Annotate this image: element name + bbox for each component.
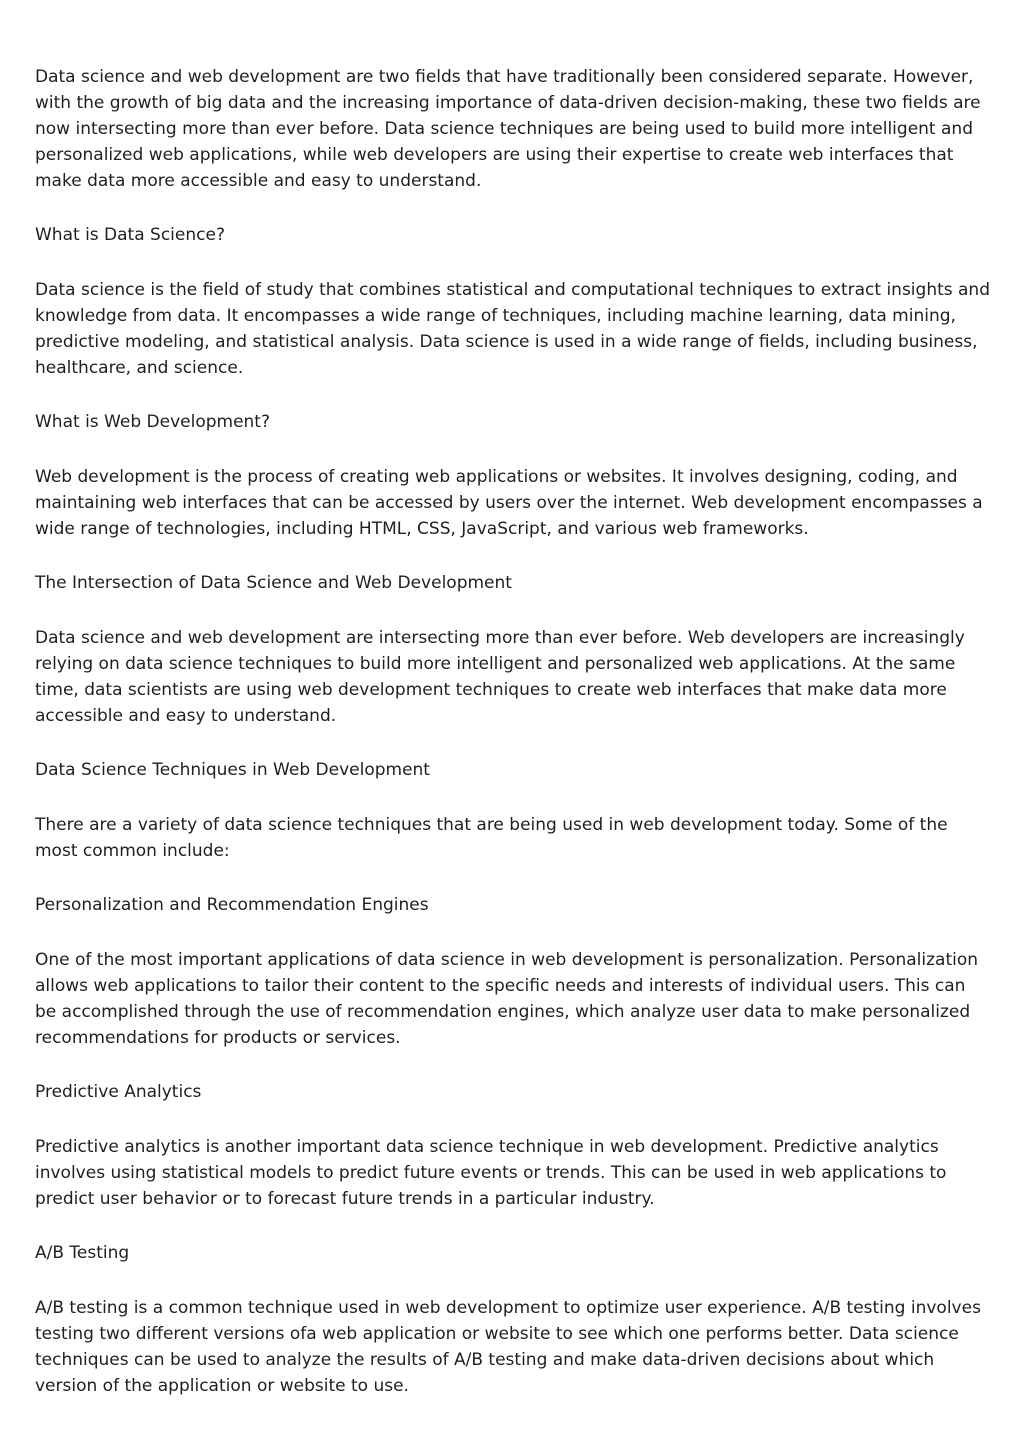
section-heading-ab-testing: A/B Testing — [35, 1243, 130, 1263]
section-heading-techniques: Data Science Techniques in Web Development — [35, 760, 430, 780]
section-heading-web-development: What is Web Development? — [35, 412, 270, 432]
personalization-paragraph: One of the most important applications of data science in web development is personalization. Personalization allows web applications to tailor their content to the specific needs and interests of individual users. This can be accomplished through the use of recommendation engines, which analyze user data to make personalized recommendations for products or services. — [35, 950, 979, 1048]
document-body — [35, 64, 990, 1427]
intersection-paragraph: Data science and web development are intersecting more than ever before. Web developers are increasingly relying on data science techniques to build more intelligent and personalized web applications. At the same time, data scientists are using web development techniques to create web interfaces that make data more accessible and easy to understand. — [35, 628, 965, 726]
predictive-analytics-paragraph: Predictive analytics is another important data science technique in web development. Predictive analytics involves using statistical models to predict future events or trends. This can be used in web applications to predict user behavior or to forecast future trends in a particular industry. — [35, 1137, 947, 1209]
section-heading-predictive-analytics: Predictive Analytics — [35, 1082, 202, 1102]
data-science-paragraph: Data science is the field of study that combines statistical and computational techniques to extract insights and knowledge from data. It encompasses a wide range of techniques, including machine learning, data mining, predictive modeling, and statistical analysis. Data science is used in a wide range of fields, including business, healthcare, and science. — [35, 280, 990, 378]
techniques-paragraph: There are a variety of data science techniques that are being used in web development today. Some of the most common include: — [35, 815, 948, 861]
web-development-paragraph: Web development is the process of creating web applications or websites. It involves designing, coding, and maintaining web interfaces that can be accessed by users over the internet. Web development encompasses a wide range of technologies, including HTML, CSS, JavaScript, and various web frameworks. — [35, 467, 983, 539]
section-heading-personalization: Personalization and Recommendation Engines — [35, 895, 429, 915]
section-heading-data-science: What is Data Science? — [35, 225, 225, 245]
ab-testing-paragraph: A/B testing is a common technique used in web development to optimize user experience. A/B testing involves testing two different versions ofa web application or website to see which one performs better. Data science techniques can be used to analyze the results of A/B testing and make data-driven decisions about which version of the application or website to use. — [35, 1298, 981, 1396]
section-heading-intersection: The Intersection of Data Science and Web Development — [35, 573, 512, 593]
intro-paragraph: Data science and web development are two fields that have traditionally been considered separate. However, with the growth of big data and the increasing importance of data-driven decision-making, these two fields are now intersecting more than ever before. Data science techniques are being used to build more intelligent and personalized web applications, while web developers are using their expertise to create web interfaces that make data more accessible and easy to understand. — [35, 67, 981, 191]
